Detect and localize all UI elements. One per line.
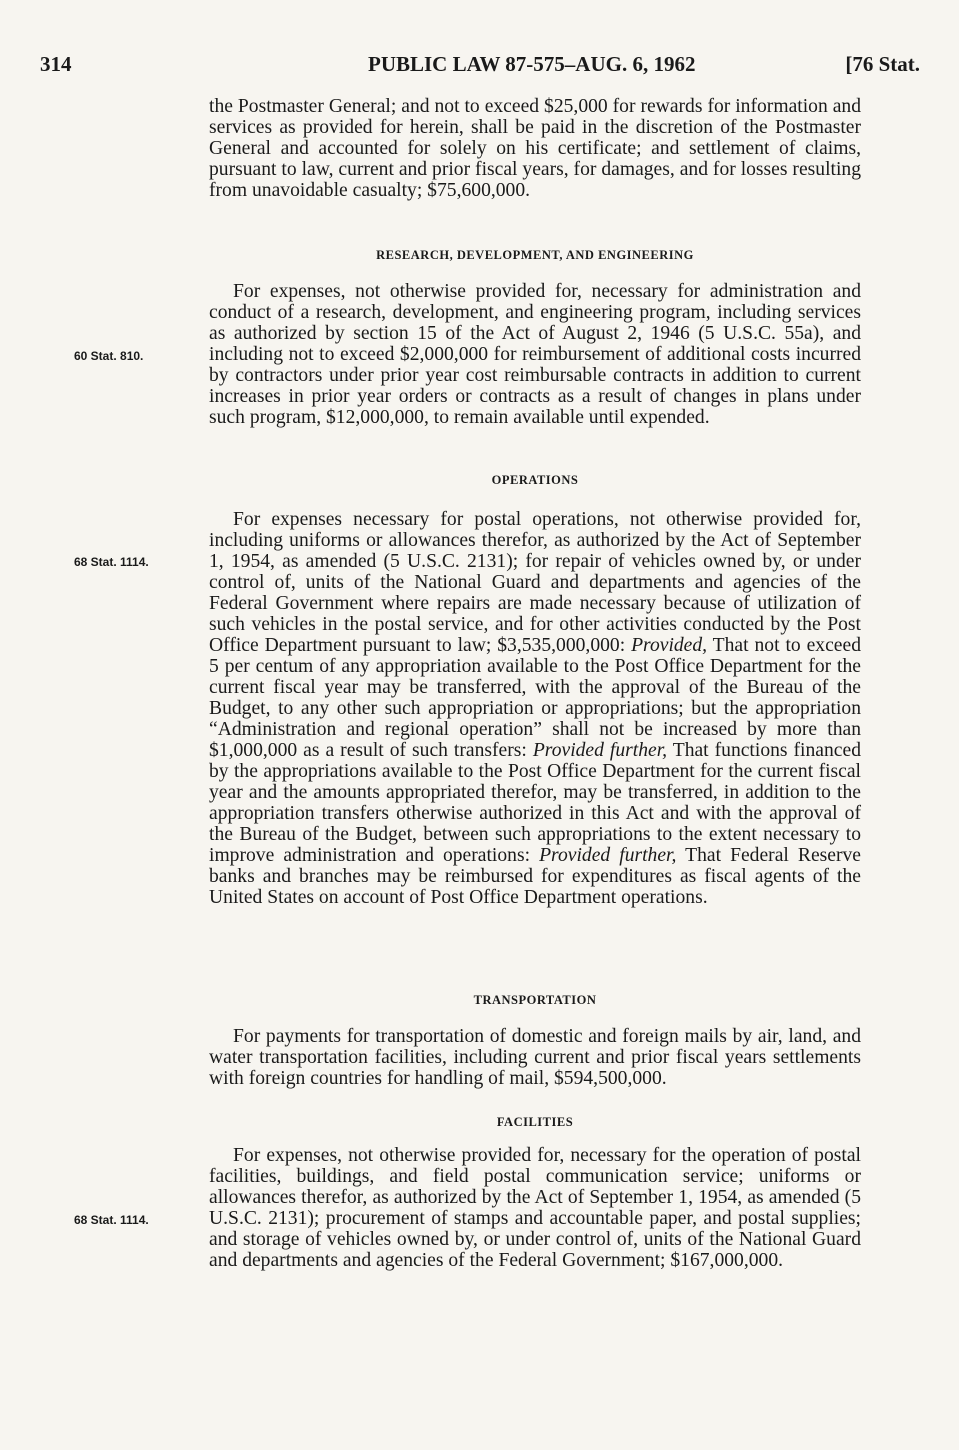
margin-note-operations: 68 Stat. 1114.: [74, 555, 149, 569]
transportation-text: For payments for transportation of domestic and foreign mails by air, land, and water transportation facilities, including current and prior fiscal years settlements with foreign countries for handling of mail, $594,500,000.: [209, 1026, 861, 1089]
operations-text-3: That functions financed by the appropriations available to the Post Office Department for the current fiscal year and the amounts appropriated therefor, may be transferred, in addition to the appropriation transfers otherwise authorized in this Act and with the approval of the Bureau of the Budget, between such appropriations to the extent necessary to improve administration and operations:: [209, 740, 861, 866]
research-text: For expenses, not otherwise provided for, necessary for administration and conduct of a research, development, and engineering program, including services as authorized by section 15 of the Act of August 2, 1946 (5 U.S.C. 55a), and including not to exceed $2,000,000 for reimbursement of additional costs incurred by contractors under prior year cost reimbursable contracts in addition to current increases in prior year orders or contracts as a result of changes in plans under such program, $12,000,000, to remain available until expended.: [209, 281, 861, 428]
intro-text: the Postmaster General; and not to exceed $25,000 for rewards for information and services as provided for herein, shall be paid in the discretion of the Postmaster General and accounted for solely on his certificate; and settlement of claims, pursuant to law, current and prior fiscal years, for damages, and for losses resulting from unavoidable casualty; $75,600,000.: [209, 96, 861, 201]
heading-transportation: TRANSPORTATION: [473, 993, 597, 1007]
provided-1: Provided,: [631, 635, 708, 656]
page-number: 314: [40, 52, 72, 76]
statute-reference: [76 Stat.: [845, 52, 920, 76]
section-facilities: [209, 1145, 861, 1271]
running-head: PUBLIC LAW 87-575–AUG. 6, 1962: [368, 52, 696, 76]
facilities-text: For expenses, not otherwise provided for, necessary for the operation of postal facilities, buildings, and field postal communication service; uniforms or allowances therefor, as authorized by the Act of September 1, 1954, as amended (5 U.S.C. 2131); procurement of stamps and accountable paper, and postal supplies; and storage of vehicles owned by, or under control of, units of the National Guard and departments and agencies of the Federal Government; $167,000,000.: [209, 1145, 861, 1271]
section-research: [209, 281, 861, 428]
heading-facilities: FACILITIES: [496, 1115, 574, 1129]
margin-note-facilities: 68 Stat. 1114.: [74, 1213, 149, 1227]
operations-paragraph: [209, 509, 861, 908]
provided-2: Provided further,: [532, 740, 668, 761]
section-operations: [209, 509, 861, 908]
section-transportation: [209, 1026, 861, 1089]
page-header: [40, 52, 920, 86]
provided-3: Provided further,: [539, 845, 677, 866]
operations-text-1: For expenses necessary for postal operations, not otherwise provided for, including uniforms or allowances therefor, as authorized by the Act of September 1, 1954, as amended (5 U.S.C. 2131); for repair of vehicles owned by, or under control of, units of the National Guard and departments and agencies of the Federal Government where repairs are made necessary because of utilization of such vehicles in the postal service, and for other activities conducted by the Post Office Department pursuant to law; $3,535,000,000:: [209, 509, 861, 656]
heading-operations: OPERATIONS: [491, 473, 579, 487]
margin-note-research: 60 Stat. 810.: [74, 349, 144, 363]
operations-text-2: That not to exceed 5 per centum of any appropriation available to the Post Office Department for the current fiscal year may be transferred, with the approval of the Bureau of the Budget, to any other such appropriation or appropriations; but the appropriation “Administration and regional operation” shall not be increased by more than $1,000,000 as a result of such transfers:: [209, 635, 861, 761]
operations-text-4: That Federal Reserve banks and branches may be reimbursed for expenditures as fiscal agents of the United States on account of Post Office Department operations.: [209, 845, 861, 908]
heading-research: RESEARCH, DEVELOPMENT, AND ENGINEERING: [376, 248, 694, 262]
intro-paragraph: [209, 96, 861, 201]
